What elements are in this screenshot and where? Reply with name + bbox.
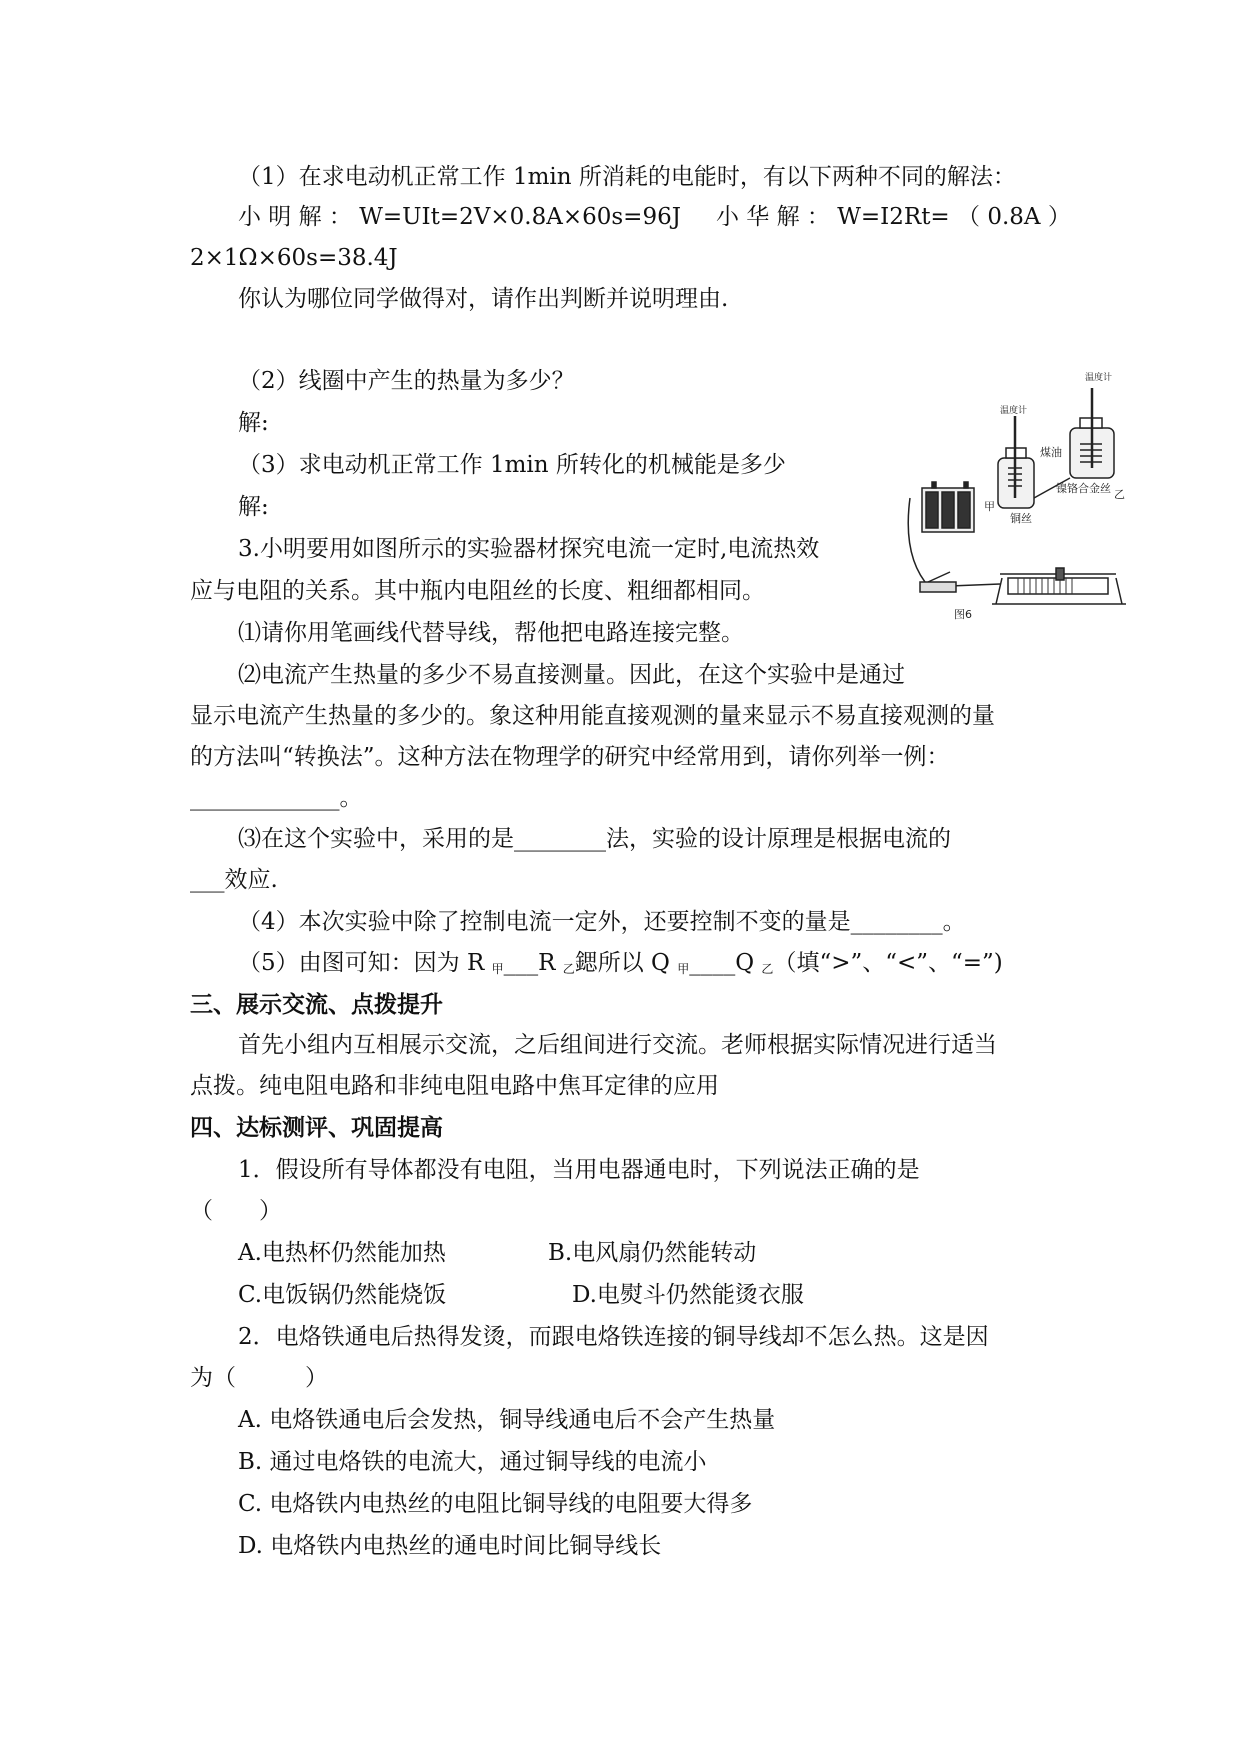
- q4-2-line1: 2．电烙铁通电后热得发烫，而跟电烙铁连接的铜导线却不怎么热。这是因: [238, 1324, 989, 1350]
- label-thermometer-2: 温度计: [1085, 373, 1113, 383]
- figure-caption: 图6: [954, 608, 972, 621]
- q3-line6: 的方法叫“转换法”。这种方法在物理学的研究中经常用到，请你列举一例：: [190, 744, 950, 770]
- q4-1-option-a: A.电热杯仍然能加热: [238, 1240, 446, 1266]
- switch-icon: [920, 572, 956, 592]
- q3-line2: 应与电阻的关系。其中瓶内电阻丝的长度、粗细都相同。: [190, 578, 765, 604]
- experiment-figure: [880, 373, 1180, 628]
- q3-line8: ⑶在这个实验中，采用的是________法，实验的设计原理是根据电流的: [238, 826, 951, 852]
- q3-l11-d: ____Q: [689, 950, 762, 976]
- sec3-line1: 首先小组内互相展示交流，之后组间进行交流。老师根据实际情况进行适当: [238, 1032, 997, 1058]
- q3-line10: （4）本次实验中除了控制电流一定外，还要控制不变的量是________。: [238, 909, 966, 935]
- q3-l11-b: ___R: [503, 950, 563, 976]
- p1-line3: 2×1Ω×60s=38.4J: [190, 245, 398, 271]
- label-thermometer-1: 温度计: [1000, 406, 1028, 416]
- q4-1-option-c: C.电饭锅仍然能烧饭: [238, 1282, 447, 1308]
- q4-2-option-b: B. 通过电烙铁的电流大，通过铜导线的电流小: [238, 1449, 707, 1475]
- label-yi: 乙: [1114, 488, 1125, 501]
- q3-line11: [238, 948, 1003, 984]
- p1-line8: 解:: [238, 494, 269, 520]
- p1-line5: （2）线圈中产生的热量为多少？: [238, 368, 575, 394]
- p1-line2b: 小 华 解 ： W=I2Rt= （ 0.8A ）: [716, 204, 1071, 230]
- q3-line3: ⑴请你用笔画线代替导线，帮他把电路连接完整。: [238, 620, 744, 646]
- q3-l11-sub2: 乙: [562, 962, 575, 976]
- section3-heading: 三、展示交流、点拨提升: [190, 992, 443, 1018]
- q3-line4: ⑵电流产生热量的多少不易直接测量。因此，在这个实验中是通过: [238, 662, 905, 688]
- p1-line7: （3）求电动机正常工作 1min 所转化的机械能是多少: [238, 452, 786, 478]
- q3-l11-sub3: 甲: [677, 962, 690, 976]
- label-nichrome: 镍铬合金丝: [1056, 482, 1111, 495]
- p1-line2a: 小 明 解 ： W=UIt=2V×0.8A×60s=96J: [238, 204, 681, 230]
- flask-jia-icon: [998, 416, 1034, 508]
- q3-line9: ___效应.: [190, 867, 278, 893]
- battery-pack-icon: [922, 482, 974, 532]
- section4-heading: 四、达标测评、巩固提高: [190, 1115, 443, 1141]
- q4-1-line2: （ ）: [190, 1198, 282, 1224]
- q3-l11-sub1: 甲: [491, 962, 504, 976]
- q3-l11-sub4: 乙: [761, 962, 774, 976]
- q4-2-option-d: D. 电烙铁内电热丝的通电时间比铜导线长: [238, 1533, 662, 1559]
- q3-line1: 3.小明要用如图所示的实验器材探究电流一定时,电流热效: [238, 536, 820, 562]
- rheostat-icon: [992, 568, 1126, 604]
- q3-l11-c: 鍶所以 Q: [574, 950, 678, 976]
- q3-l11-a: （5）由图可知：因为 R: [238, 950, 492, 976]
- flask-yi-icon: [1070, 388, 1114, 478]
- label-jia: 甲: [984, 500, 995, 513]
- p1-line6: 解:: [238, 410, 269, 436]
- q4-1-line1: 1．假设所有导体都没有电阻，当用电器通电时，下列说法正确的是: [238, 1157, 920, 1183]
- q4-2-option-a: A. 电烙铁通电后会发热，铜导线通电后不会产生热量: [238, 1407, 776, 1433]
- q3-l11-e: （填“>”、“<”、“=”): [773, 950, 1003, 976]
- label-kerosene: 煤油: [1040, 446, 1062, 459]
- q3-line5: 显示电流产生热量的多少的。象这种用能直接观测的量来显示不易直接观测的量: [190, 703, 995, 729]
- q3-line7: _____________。: [190, 785, 363, 811]
- p1-line4: 你认为哪位同学做得对，请作出判断并说明理由.: [238, 286, 729, 312]
- q4-2-option-c: C. 电烙铁内电热丝的电阻比铜导线的电阻要大得多: [238, 1491, 753, 1517]
- label-copper: 铜丝: [1010, 512, 1032, 525]
- p1-line1: （1）在求电动机正常工作 1min 所消耗的电能时，有以下两种不同的解法：: [238, 164, 1016, 190]
- q4-1-option-d: D.电熨斗仍然能烫衣服: [572, 1282, 804, 1308]
- q4-1-option-b: B.电风扇仍然能转动: [548, 1240, 757, 1266]
- q4-2-line2: 为（ ）: [190, 1365, 328, 1391]
- sec3-line2: 点拨。纯电阻电路和非纯电阻电路中焦耳定律的应用: [190, 1073, 719, 1099]
- wire-switch-rheostat: [950, 584, 1000, 586]
